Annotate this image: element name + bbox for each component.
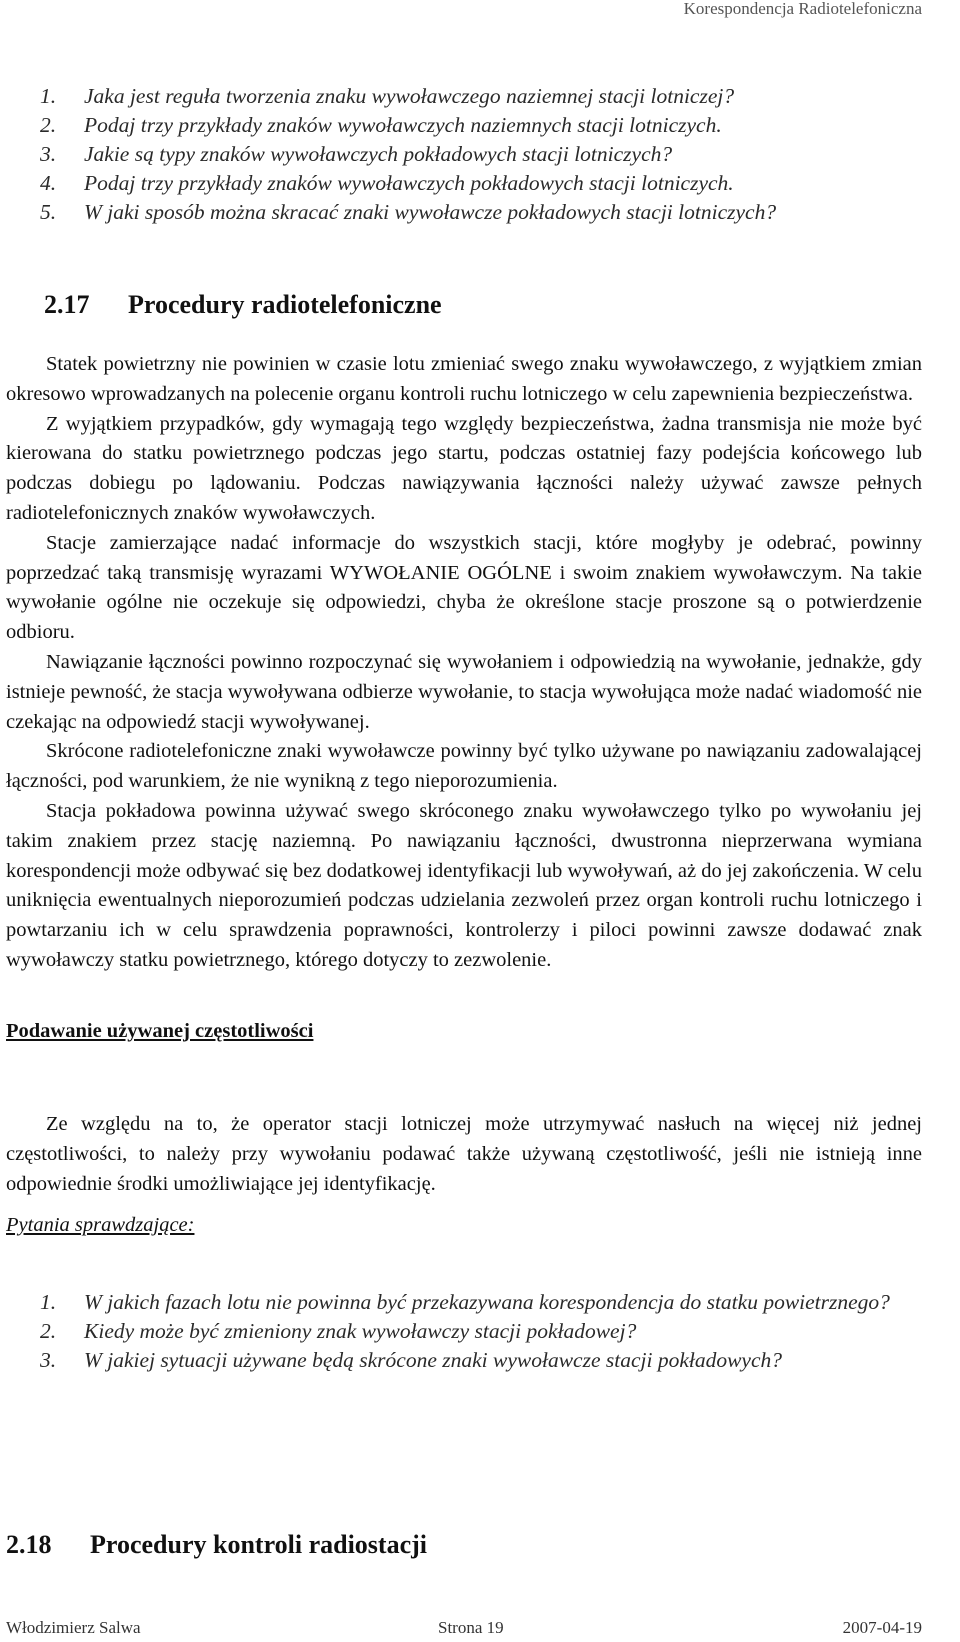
list-item — [40, 198, 920, 227]
list-item-text: W jakich fazach lotu nie powinna być przekazywana korespondencja do statku powietrznego? — [84, 1290, 890, 1314]
paragraph: Stacja pokładowa powinna używać swego skróconego znaku wywoławczego tylko po wywołaniu jej takim znakiem przez stację naziemną. Po nawiązaniu łączności, dwustronna nieprzerwana wymiana korespondencji może odbywać się bez dodatkowej identyfikacji lub wywoływań, aż do jej zakończenia. W celu uniknięcia ewentualnych nieporozumień podczas udzielania zezwoleń przez organ kontroli ruchu lotniczego i powtarzaniu ich w celu sprawdzenia poprawności, kontrolerzy i piloci powinni zawsze dodawać znak wywoławczy statku powietrznego, którego dotyczy to zezwolenie. — [6, 799, 922, 971]
paragraph: Ze względu na to, że operator stacji lotniczej może utrzymywać nasłuch na więcej niż jednej częstotliwości, to należy przy wywołaniu podawać także używaną częstotliwość, jeśli nie istnieją inne odpowiednie środki umożliwiające jej identyfikację. — [6, 1113, 922, 1195]
list-item — [40, 1317, 920, 1346]
footer-page-number: Strona 19 — [438, 1618, 504, 1637]
list-item-number: 1. — [40, 1290, 57, 1314]
section-number: 2.18 — [6, 1530, 52, 1559]
list-item — [40, 140, 920, 169]
list-item-text: Podaj trzy przykłady znaków wywoławczych naziemnych stacji lotniczych. — [84, 113, 722, 137]
list-item-number: 3. — [40, 1348, 57, 1372]
footer-date: 2007-04-19 — [842, 1618, 922, 1637]
list-item-text: W jaki sposób można skracać znaki wywoławcze pokładowych stacji lotniczych? — [84, 200, 777, 224]
frequency-subheading: Podawanie używanej częstotliwości — [6, 1020, 314, 1042]
review-questions-list — [40, 1288, 920, 1375]
paragraph: Stacje zamierzające nadać informacje do wszystkich stacji, które mogłyby je odebrać, powinny poprzedzać taką transmisję wyrazami WYWOŁANIE OGÓLNE i swoim znakiem wywoławczym. Na takie wywołanie ogólne nie oczekuje się odpowiedzi, chyba że określone stacje proszone są o potwierdzenie odbioru. — [6, 531, 922, 644]
list-item-number: 2. — [40, 113, 57, 137]
list-item — [40, 1346, 920, 1375]
list-item-text: Kiedy może być zmieniony znak wywoławczy stacji pokładowej? — [84, 1319, 637, 1343]
section-title: Procedury kontroli radiostacji — [90, 1530, 428, 1559]
list-item-number: 1. — [40, 84, 57, 108]
list-item — [40, 169, 920, 198]
paragraph: Nawiązanie łączności powinno rozpoczynać się wywołaniem i odpowiedzią na wywołanie, jednakże, gdy istnieje pewność, że stacja wywoływana odbierze wywołanie, to stacja wywołująca może nadać wiadomość nie czekając na odpowiedź stacji wywoływanej. — [6, 650, 922, 733]
section-body — [6, 350, 922, 976]
list-item-text: Podaj trzy przykłady znaków wywoławczych pokładowych stacji lotniczych. — [84, 171, 734, 195]
paragraph: Skrócone radiotelefoniczne znaki wywoławcze powinny być tylko używane po nawiązaniu zadowalającej łączności, pod warunkiem, że nie wynikną z tego nieporozumienia. — [6, 740, 922, 793]
paragraph: Statek powietrzny nie powinien w czasie lotu zmieniać swego znaku wywoławczego, z wyjątkiem zmian okresowo wprowadzanych na polecenie organu kontroli ruchu lotniczego w celu zapewnienia bezpieczeństwa. — [6, 353, 922, 405]
review-questions-label: Pytania sprawdzające: — [6, 1214, 195, 1236]
section-number: 2.17 — [44, 290, 90, 319]
list-item — [40, 1288, 920, 1317]
list-item — [40, 82, 920, 111]
footer-author: Włodzimierz Salwa — [6, 1618, 141, 1637]
list-item-text: Jakie są typy znaków wywoławczych pokładowych stacji lotniczych? — [84, 142, 673, 166]
list-item-text: W jakiej sytuacji używane będą skrócone znaki wywoławcze stacji pokładowych? — [84, 1348, 783, 1372]
paragraph: Z wyjątkiem przypadków, gdy wymagają tego względy bezpieczeństwa, żadna transmisja nie może być kierowana do statku powietrznego podczas jego startu, podczas ostatniej fazy podejścia końcowego lub podczas dobiegu po lądowaniu. Podczas nawiązywania łączności należy używać zawsze pełnych radiotelefonicznych znaków wywoławczych. — [6, 412, 922, 524]
questions-top-list — [40, 82, 920, 227]
section-heading-2-18 — [6, 1530, 427, 1560]
list-item — [40, 111, 920, 140]
list-item-number: 3. — [40, 142, 57, 166]
list-item-number: 4. — [40, 171, 57, 195]
running-header: Korespondencja Radiotelefoniczna — [683, 0, 922, 18]
section-heading-2-17 — [44, 290, 442, 320]
frequency-body — [6, 1110, 922, 1199]
list-item-number: 5. — [40, 200, 57, 224]
list-item-text: Jaka jest reguła tworzenia znaku wywoławczego naziemnej stacji lotniczej? — [84, 84, 735, 108]
list-item-number: 2. — [40, 1319, 57, 1343]
section-title: Procedury radiotelefoniczne — [128, 290, 442, 319]
